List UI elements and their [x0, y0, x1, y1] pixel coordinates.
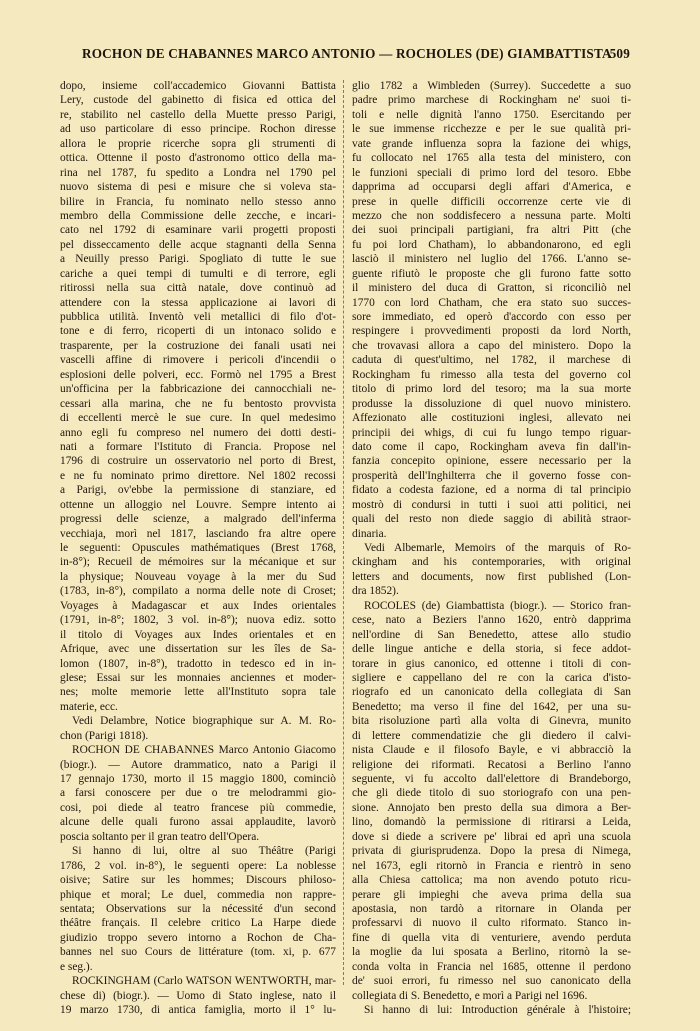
text-line: cosi, poi diede al teatro francese più commedie, — [60, 801, 336, 814]
text-line: 1796 di costruire un osservatorio nel porto di Brest, — [60, 455, 336, 468]
text-line: ROCOLES (de) Giambattista (biogr.). — Storico fran- — [364, 599, 631, 612]
text-line: delle lingue antiche e della storia, si fece addot- — [352, 643, 631, 656]
text-line: ottica. Ottenne il posto d'astronomo ottico della ma- — [60, 152, 336, 165]
text-line: principii dei whigs, di cui fu lungo tempo riguar- — [352, 426, 631, 439]
text-line: dei suoi principali partigiani, fra altri Pitt (che — [352, 224, 631, 237]
text-line: caduta di quest'ultimo, nel 1782, il marchese di — [352, 354, 631, 367]
text-line: dato come il capo, Rockingham aveva fin dall'in- — [352, 440, 631, 453]
text-line: respingere i provvedimenti proposti da lord North, — [352, 325, 631, 338]
text-line: pel disseccamento delle acque stagnanti della Senna — [60, 238, 336, 251]
text-line: poscia soltanto per il gran teatro dell'Opera. — [60, 830, 260, 843]
text-line: sione. Annojato ben presto della sua dimora a Ber- — [352, 801, 631, 814]
text-line: professarvi di nuovo il culto riformato. Stanco in- — [352, 917, 631, 930]
text-line: e ne fu nominato primo direttore. Nel 1802 recossi — [60, 469, 336, 482]
text-line: apostasia, non tardò a ritornare in Olanda per — [352, 902, 631, 915]
text-line: oisive; Satire sur les hommes; Discours philoso- — [60, 874, 336, 887]
text-line: esplosioni delle polveri, ecc. Formò nel 1795 a Brest — [60, 368, 336, 381]
text-line: il titolo di Voyages aux Indes orientales et en — [60, 628, 336, 641]
text-line: Si hanno di lui, oltre al suo Théâtre (Parigi — [72, 845, 336, 858]
text-line: 19 marzo 1730, di antica famiglia, morto il 1° lu- — [60, 1004, 336, 1016]
text-line: la physique; Nouveau voyage à la mer du Sud — [60, 570, 336, 583]
text-line: cato nel 1792 di esaminare varii progetti proposti — [60, 224, 336, 237]
running-header — [60, 46, 630, 64]
text-line: sigliere e cappellano del re con la carica d'isto- — [352, 671, 631, 684]
text-line: prese in quelle difficili occorrenze certe vie di — [352, 195, 631, 208]
text-line: nes; molte memorie lette all'Instituto sopra tale — [60, 686, 336, 699]
text-line: 17 gennajo 1730, morto il 15 maggio 1800, cominciò — [60, 773, 336, 785]
text-line: Si hanno di lui: Introduction générale à l'histoire; — [364, 1004, 631, 1016]
text-line: nell'ordine di San Benedetto, attese allo studio — [352, 628, 631, 641]
text-line: titolo di primo lord del tesoro; ma la sua morte — [352, 383, 631, 396]
text-line: toli e nelle dignità l'anno 1750. Esercitando per — [352, 108, 631, 121]
text-line: lomon (1807, in-8°), tradotto in tedesco ed in in- — [60, 657, 336, 670]
text-line: ottenne un alloggio nel Louvre. Sempre intento ai — [60, 498, 336, 511]
text-line: alla Chiesa cattolica; ma non avendo potuto ricu- — [352, 874, 631, 887]
text-line: che trovavasi allora a capo del ministero. Dopo la — [352, 339, 631, 352]
text-line: Vedi Albemarle, Memoirs of the marquis of Ro- — [364, 542, 631, 554]
text-line: la moglie da lui sposata a Berlino, ritornò la se- — [352, 946, 631, 959]
text-line: théâtre français. Il celebre critico La Harpe diede — [60, 917, 336, 930]
text-line: re, stabilito nel castello della Muette presso Parigi, — [60, 108, 336, 121]
text-line: prosperità dell'Inghilterra che il governo fosse con- — [352, 469, 631, 482]
text-line: perare gli impieghi che aveva prima della sua — [352, 888, 631, 901]
text-line: (1783, in-8°), compilato a norma delle note di Croset; — [60, 585, 336, 598]
text-line: nel 1673, egli ritornò in Francia e rientrò in seno — [352, 859, 631, 872]
text-line: nuovo sistema di pesi e misure che si voleva sta- — [60, 181, 336, 194]
text-line: a Neuilly presso Parigi. Spogliato di tutte le sue — [60, 253, 336, 266]
text-line: riografo ed un canonicato della collegiata di San — [352, 686, 631, 699]
text-line: ritirossi nella sua città natale, dove continuò ad — [60, 282, 336, 295]
text-line: vascelli affine di rimovere i pericoli d'incendii o — [60, 354, 336, 367]
column-divider — [343, 80, 344, 985]
text-line: a farsi conoscere per due o tre melodrammi gio- — [60, 787, 336, 800]
text-line: un'officina per la fabbricazione dei cannocchiali ne- — [60, 383, 336, 396]
text-line: pubblica utilità. Inventò veli metallici di filo d'ot- — [60, 311, 336, 323]
text-line: trasparente, per la costruzione dei fanali usati nei — [60, 339, 336, 352]
text-line: cese, nato a Beziers l'anno 1620, entrò dapprima — [352, 614, 631, 627]
text-line: bannes nel suo Cours de littérature (tom. xi, p. 677 — [60, 946, 336, 959]
text-line: dove si diede a scrivere pe' librai ed aprì una scuola — [352, 830, 631, 843]
text-line: de' suoi errori, fu rimesso nel suo canonicato della — [352, 975, 631, 988]
text-line: chese di) (biogr.). — Uomo di Stato inglese, nato il — [60, 989, 336, 1002]
text-line: di lettere commendatizie che gli diedero il calvi- — [352, 729, 631, 742]
text-line: dinaria. — [352, 527, 387, 540]
text-line: sentata; Observations sur la nécessité d'un second — [60, 902, 336, 915]
text-line: le funzioni speciali di primo lord del tesoro. Ebbe — [352, 166, 631, 179]
text-line: phique et moral; Le duel, commedia non rappre- — [60, 888, 336, 901]
text-line: 1770 con lord Chatham, che era stato suo succes- — [352, 296, 631, 309]
text-line: e seg.). — [60, 960, 93, 973]
text-line: dra 1852). — [352, 585, 399, 598]
text-line: nista Claude e il filosofo Bayle, e vi abbracciò la — [352, 744, 631, 757]
text-line: ROCKINGHAM (Carlo WATSON WENTWORTH, mar- — [72, 975, 336, 988]
text-line: alcune delle quali furono assai applaudite, lavorò — [60, 816, 336, 829]
text-line: privata di giurisprudenza. Dopo la presa di Nimega, — [352, 845, 631, 858]
text-line: lino, domandò la permissione di ritirarsi a Leida, — [352, 816, 631, 829]
text-line: cariche a quei tempi di tumulti e di terrore, egli — [60, 267, 336, 280]
text-line: Affezionato alle costituzioni inglesi, allevato nei — [352, 412, 631, 425]
text-line: guente rifiutò le proposte che gli furono fatte sotto — [352, 267, 631, 280]
text-line: Benedetto; ma verso il fine del 1642, per una su- — [352, 700, 631, 713]
text-line: ad uso particolare di esso principe. Rochon diresse — [60, 123, 336, 136]
text-line: cessari alla marina, che ne fu bentosto provvista — [60, 397, 336, 410]
text-line: fu collocato nel 1765 alla testa del ministero, con — [352, 152, 631, 165]
text-line: le seguenti: Opuscules mathématiques (Brest 1768, — [60, 542, 336, 554]
text-line: vecchiaja, morì nel 1817, lasciando fra altre opere — [60, 527, 336, 540]
text-line: rina nel 1787, fu spedito a Londra nel 1790 pel — [60, 166, 336, 179]
text-line: (biogr.). — Autore drammatico, nato a Parigi il — [60, 758, 336, 771]
text-line: anno egli fu compreso nel numero dei dotti desti- — [60, 426, 336, 439]
text-line: Voyages à Madagascar et aux Indes orientales — [60, 599, 336, 612]
text-line: attendere con la stessa applicazione ai lavori di — [60, 296, 336, 309]
text-line: (1791, in-8°; 1802, 3 vol. in-8°); nuova ediz. sotto — [60, 614, 336, 627]
text-line: fu poi lord Chatham), lo abbandonarono, ed egli — [352, 238, 631, 251]
text-line: vate grande influenza sopra la fazione dei whigs, — [352, 137, 631, 150]
text-line: seguente, vi fu accolto dall'elettore di Brandeborgo, — [352, 773, 631, 785]
text-line: tone e di ferro, ricoperti di un intonaco solido e — [60, 325, 336, 338]
text-line: Afrique, avec une dissertation sur les îles de Sa- — [60, 643, 336, 656]
text-line: fine di quella vita di venturiere, avendo perduta — [352, 931, 631, 944]
text-line: a Parigi, ov'ebbe la permissione di stanziare, ed — [60, 484, 336, 497]
text-line: letters and documents, now first published (Lon- — [352, 570, 631, 583]
text-line: glio 1782 a Wimbleden (Surrey). Succedette a suo — [352, 80, 631, 92]
text-line: le sue immense ricchezze e per le sue qualità pri- — [352, 123, 631, 136]
text-line: glese; Essai sur les monnaies anciennes et moder- — [60, 671, 336, 684]
text-line: giudizio troppo severo intorno a Rochon de Cha- — [60, 931, 336, 944]
text-line: materie, ecc. — [60, 700, 118, 713]
text-line: fidato a codesta fazione, ed a norma di tal principio — [352, 484, 631, 497]
text-line: religione dei riformati. Recatosi a Berlino l'anno — [352, 758, 631, 771]
text-line: Lery, custode del gabinetto di fisica ed ottica del — [60, 94, 336, 107]
text-line: di eccellenti mercè le sue cure. In quel medesimo — [60, 412, 336, 425]
text-line: quali del resto non diede saggio di abilità straor- — [352, 513, 631, 526]
text-line: produsse la dissoluzione di quel nuovo ministero. — [352, 397, 631, 410]
text-line: in-8°); Recueil de mémoires sur la mécanique et sur — [60, 556, 336, 569]
page-number: 509 — [609, 46, 630, 61]
right-column — [352, 79, 631, 1017]
text-line: nati a formare l'Istituto di Francia. Propose nel — [60, 440, 336, 453]
text-line: Rockingham fu rimesso alla testa del governo col — [352, 368, 631, 381]
text-line: che gli diede titolo di suo storiografo con una pen- — [352, 787, 631, 800]
text-line: progressi delle scienze, a malgrado dell'inferma — [60, 513, 336, 526]
text-line: mezzo che non soddisfecero a nessuna parte. Molti — [352, 209, 631, 222]
text-line: mostrò di condursi in tutti i suoi atti politici, nei — [352, 498, 631, 511]
text-line: padre primo marchese di Rockingham ne' suoi ti- — [352, 94, 631, 107]
text-line: 1786, 2 vol. in-8°), le seguenti opere: La noblesse — [60, 859, 336, 872]
text-line: ROCHON DE CHABANNES Marco Antonio Giacomo — [72, 744, 336, 757]
running-title: ROCHON DE CHABANNES MARCO ANTONIO — ROCHOLES (DE) GIAMBATTISTA — [82, 46, 612, 61]
left-column — [60, 79, 336, 1017]
text-line: bilire in Francia, fu nominato nello stesso anno — [60, 195, 336, 208]
text-line: sore immediato, ed operò d'accordo con esso per — [352, 311, 631, 323]
text-line: fanzia concepito opinione, essere necessario per la — [352, 455, 631, 468]
text-line: membro della Commissione delle zecche, e incari- — [60, 209, 336, 222]
text-line: dapprima ad occuparsi degli affari d'America, e — [352, 181, 631, 194]
text-line: lasciò il ministero nel luglio del 1766. L'anno se- — [352, 253, 631, 266]
text-line: il ministero del duca di Gratton, si riconciliò nel — [352, 282, 631, 295]
text-line: chon (Parigi 1818). — [60, 729, 149, 742]
text-line: bita risoluzione partì alla volta di Ginevra, munito — [352, 715, 631, 728]
text-line: dopo, insieme coll'accademico Giovanni Battista — [60, 80, 336, 92]
text-line: allora le proprie ricerche sopra gli strumenti di — [60, 137, 336, 150]
text-line: ckingham and his contemporaries, with original — [352, 556, 631, 569]
text-line: Vedi Delambre, Notice biographique sur A. M. Ro- — [72, 715, 336, 728]
text-line: torare in gius canonico, ed ottenne i titoli di con- — [352, 657, 631, 670]
text-line: conda volta in Francia nel 1685, ottenne il perdono — [352, 960, 631, 973]
text-line: collegiata di S. Benedetto, e morì a Parigi nel 1696. — [352, 989, 588, 1002]
